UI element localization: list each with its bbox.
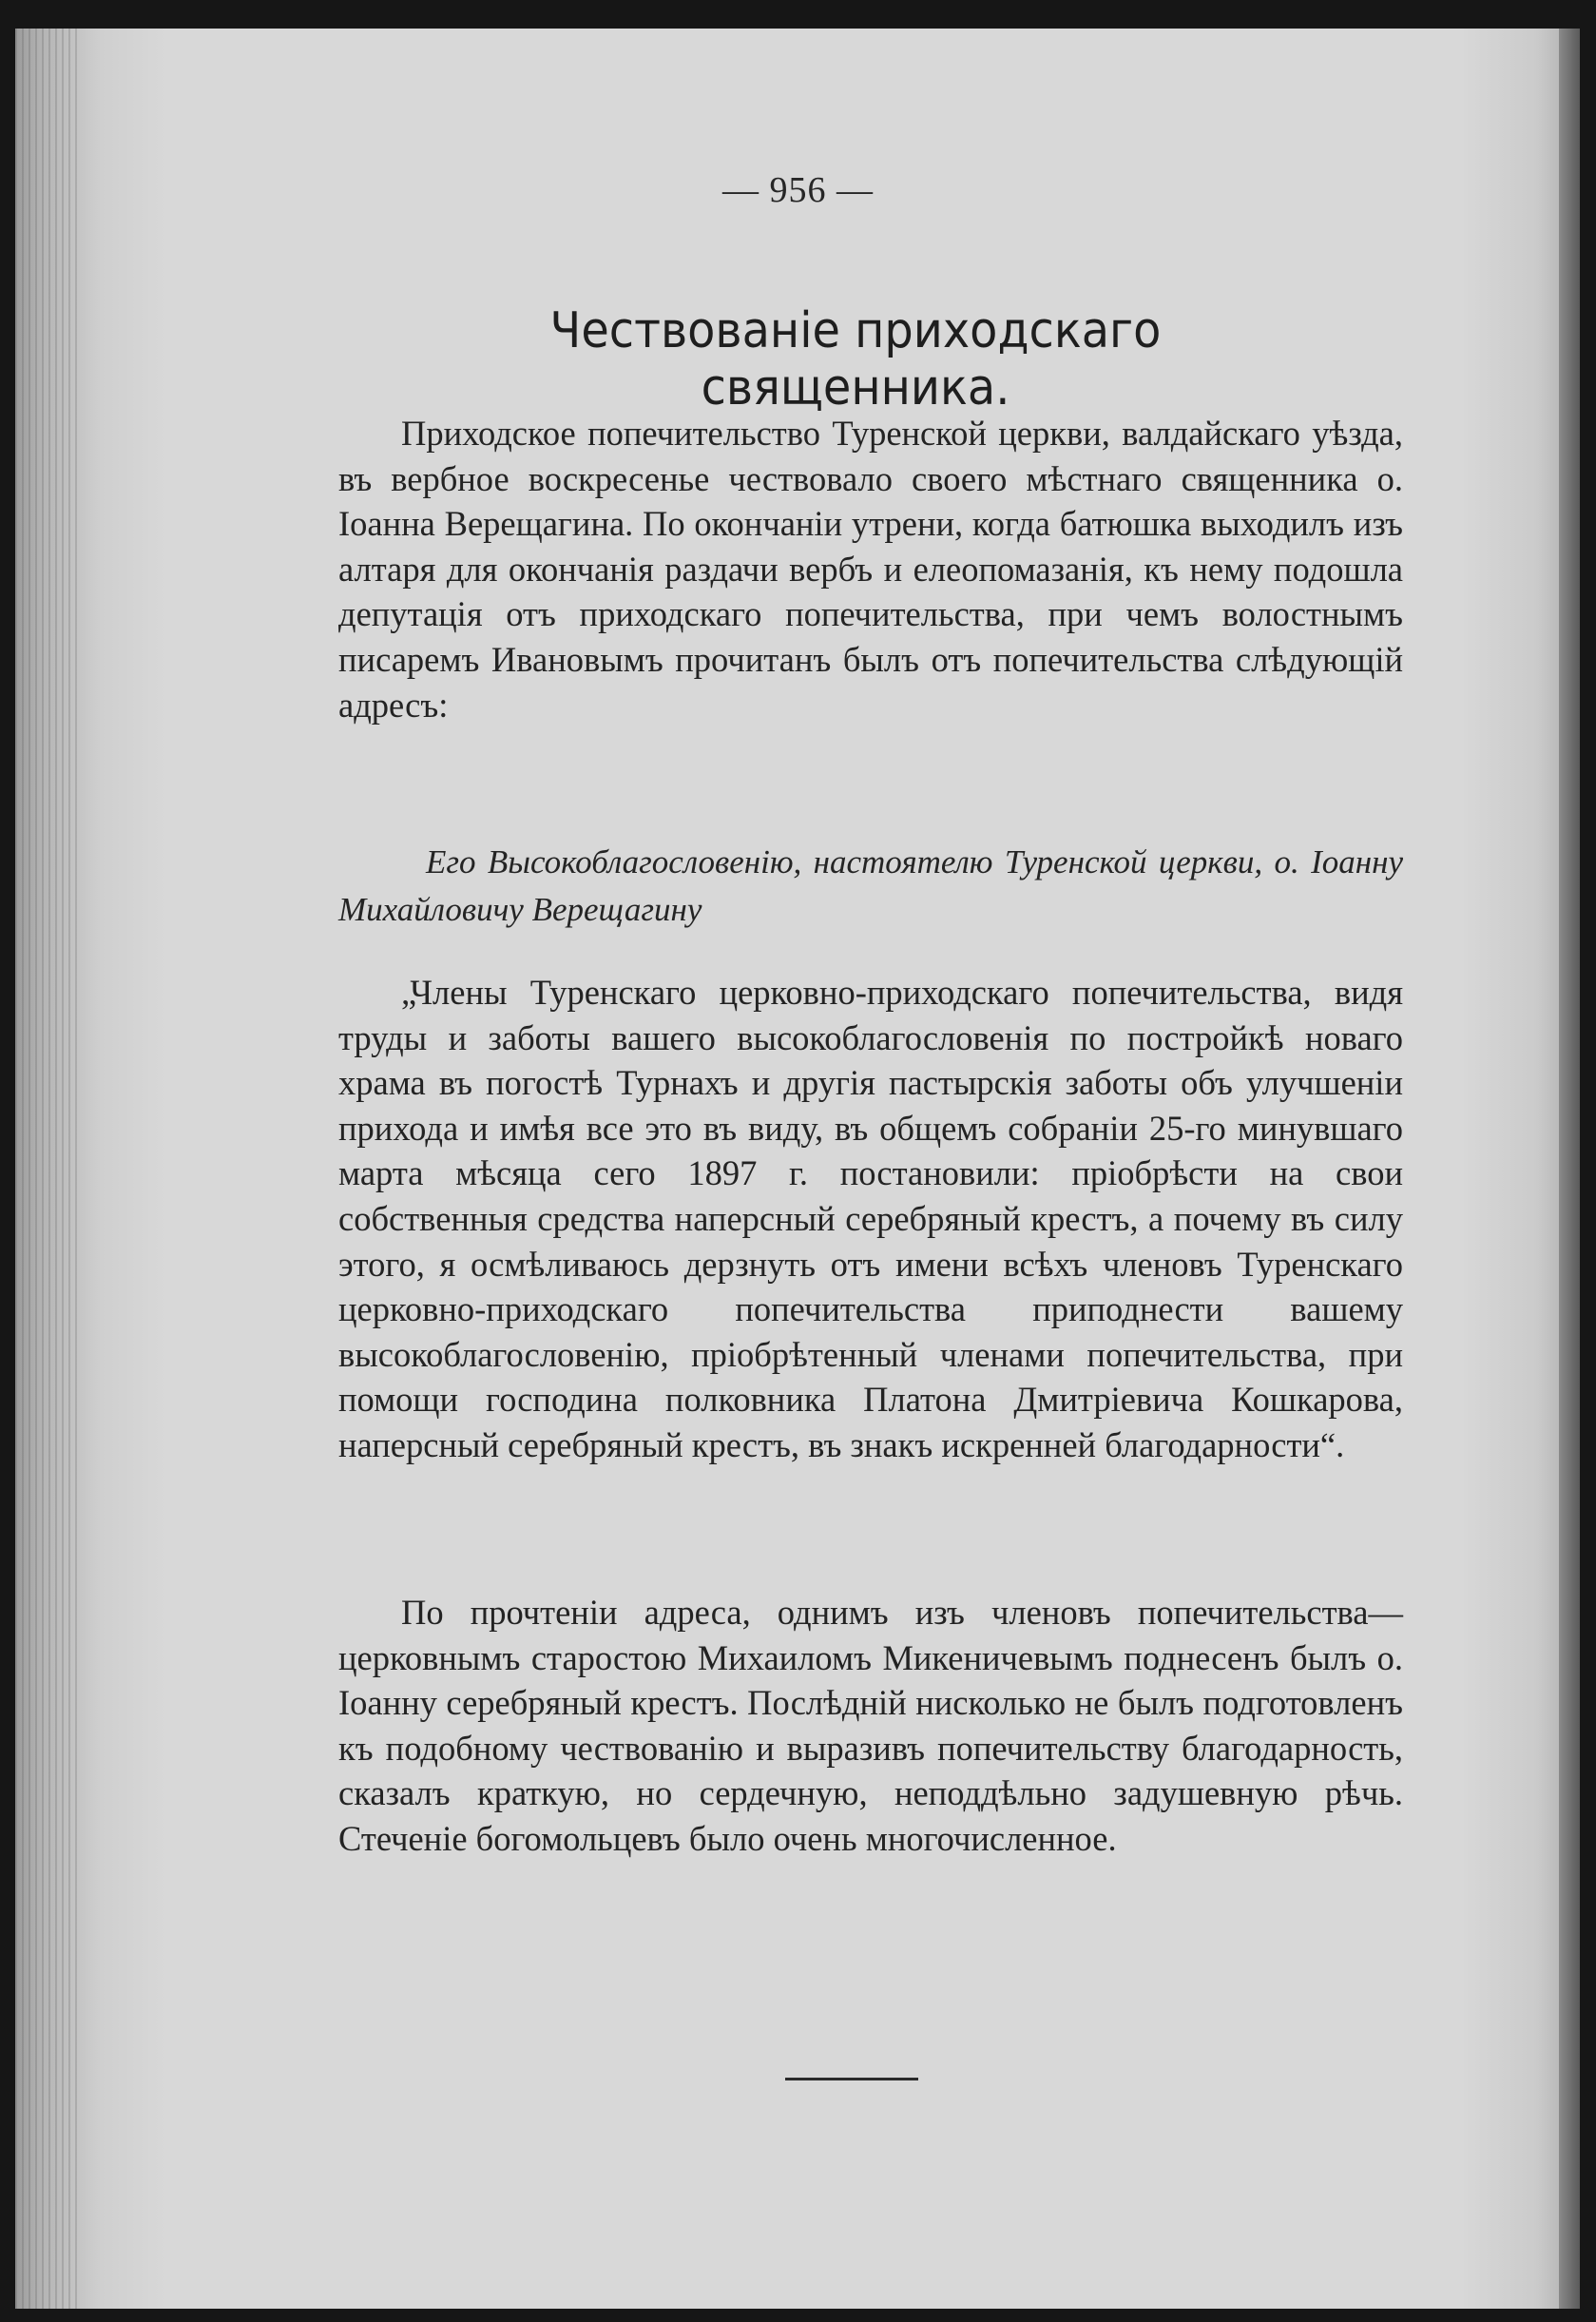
address-body-paragraph: „Члены Туренскаго церковно-приходскаго попечительства, видя труды и заботы вашего высокоблагословенія по постройкѣ новаго храма въ погостѣ Турнахъ и другія пастырскія заботы объ улучшеніи прихода и имѣя все это въ виду, въ общемъ собраніи 25-го минувшаго марта мѣсяца сего 1897 г. постановили: пріобрѣсти на свои собственныя средства наперсный серебряный крестъ, а почему въ силу этого, я осмѣливаюсь дерзнуть отъ имени всѣхъ членовъ Туренскаго церковно-приходскаго попечительства приподнести вашему высокоблагословенію, пріобрѣтенный членами попечительства, при помощи господина полковника Платона Дмитріевича Кошкарова, наперсный серебряный крестъ, въ знакъ искренней благодарности“. — [338, 973, 1403, 1464]
page-number: — 956 — — [722, 170, 874, 210]
closing-paragraph: По прочтеніи адреса, однимъ изъ членовъ попечительства—церковнымъ старостою Михаиломъ Микеничевымъ поднесенъ былъ о. Іоанну серебряный крестъ. Послѣдній нисколько не былъ подготовленъ къ подобному чествованію и выразивъ попечительству благодарность, сказалъ краткую, но сердечную, неподдѣльно задушевную рѣчь. Стеченіе богомольцевъ было очень многочисленное. — [338, 1593, 1403, 1858]
binding-shadow — [1559, 29, 1580, 2309]
intro-paragraph: Приходское попечительство Туренской церкви, валдайскаго уѣзда, въ вербное воскресенье чествовало своего мѣстнаго священника о. Іоанна Верещагина. По окончаніи утрени, когда батюшка выходилъ изъ алтаря для окончанія раздачи вербъ и елеопомазанія, къ нему подошла депутація отъ приходскаго попечительства, при чемъ волостнымъ писаремъ Ивановымъ прочитанъ былъ отъ попечительства слѣдующій адресъ: — [338, 414, 1403, 725]
address-heading: Его Высокоблагословенію, настоятелю Туренской церкви, о. Іоанну Михайловичу Верещагину — [338, 843, 1403, 928]
end-rule-divider — [785, 2078, 918, 2080]
page-stack-edge — [15, 29, 82, 2309]
article-title: Чествованіе приходскаго священника. — [549, 302, 1162, 416]
